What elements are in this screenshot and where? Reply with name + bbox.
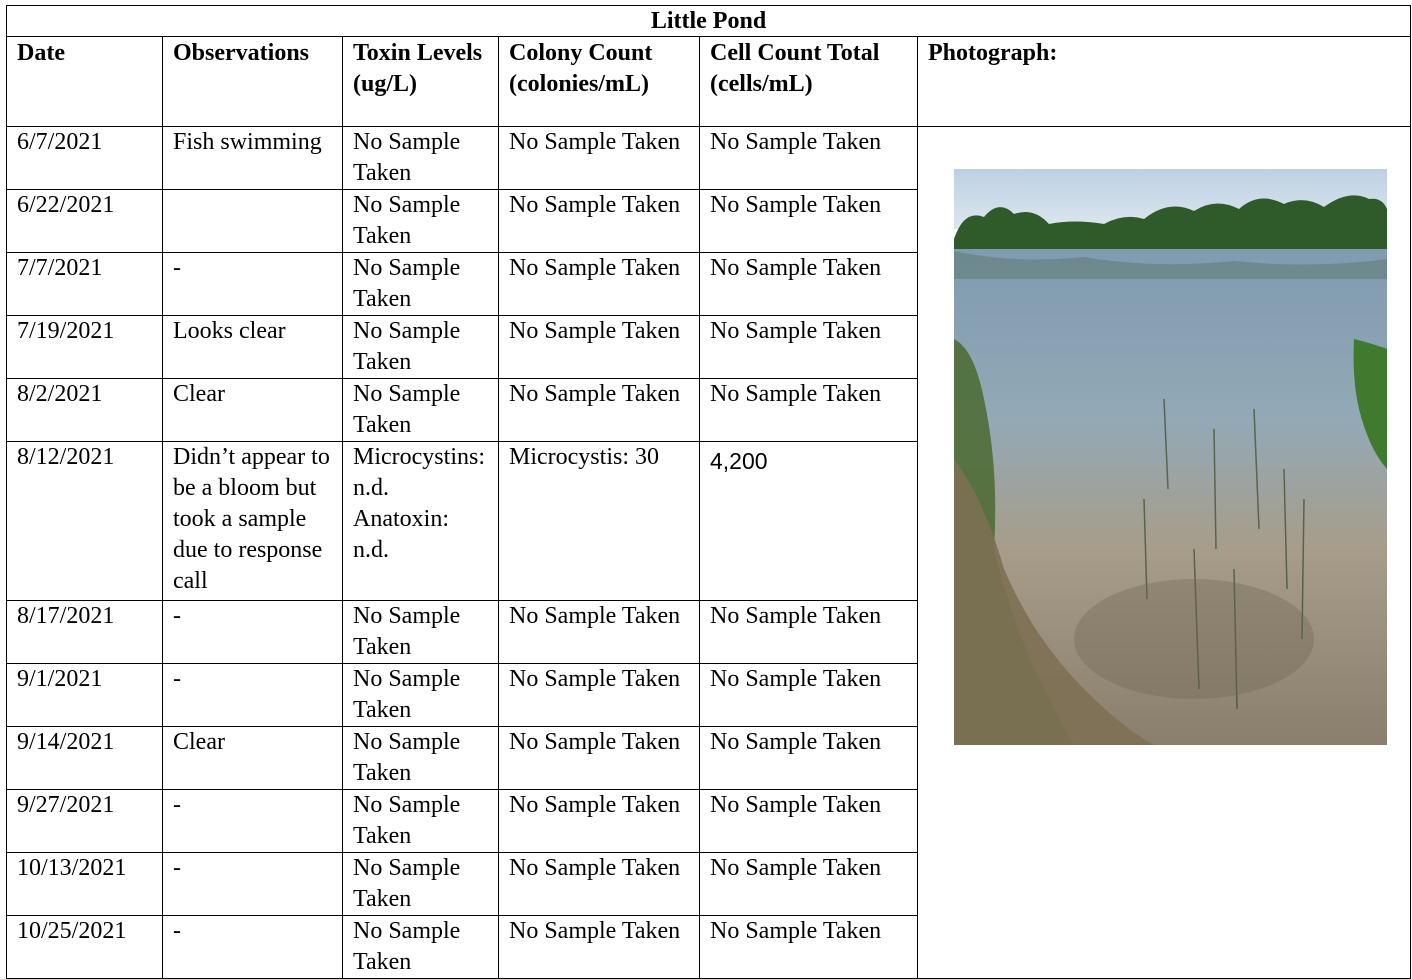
toxin-cell: No Sample Taken xyxy=(343,727,499,790)
cell-count-cell: No Sample Taken xyxy=(700,127,918,190)
header-row xyxy=(7,37,1411,127)
table-row xyxy=(7,127,1411,190)
pond-monitoring-table xyxy=(6,5,1411,979)
date-cell: 6/22/2021 xyxy=(7,190,163,253)
header-cell-count: Cell Count Total (cells/mL) xyxy=(700,37,918,127)
cell-count-cell: No Sample Taken xyxy=(700,664,918,727)
colony-cell: No Sample Taken xyxy=(499,664,700,727)
date-cell: 10/25/2021 xyxy=(7,916,163,979)
observations-cell: - xyxy=(163,916,343,979)
header-toxin-levels: Toxin Levels (ug/L) xyxy=(343,37,499,127)
cell-count-cell: No Sample Taken xyxy=(700,853,918,916)
observations-cell: Clear xyxy=(163,379,343,442)
toxin-cell: No Sample Taken xyxy=(343,190,499,253)
observations-cell: - xyxy=(163,601,343,664)
toxin-cell: No Sample Taken xyxy=(343,253,499,316)
cell-count-cell: No Sample Taken xyxy=(700,790,918,853)
title-row xyxy=(7,6,1411,37)
toxin-cell: Microcystins: n.d. Anatoxin: n.d. xyxy=(343,442,499,601)
colony-cell: No Sample Taken xyxy=(499,190,700,253)
colony-cell: No Sample Taken xyxy=(499,853,700,916)
toxin-cell: No Sample Taken xyxy=(343,916,499,979)
date-cell: 9/27/2021 xyxy=(7,790,163,853)
observations-cell: - xyxy=(163,790,343,853)
date-cell: 7/7/2021 xyxy=(7,253,163,316)
cell-count-cell: No Sample Taken xyxy=(700,727,918,790)
toxin-cell: No Sample Taken xyxy=(343,379,499,442)
header-observations: Observations xyxy=(163,37,343,127)
colony-cell: No Sample Taken xyxy=(499,316,700,379)
pond-photograph xyxy=(954,169,1387,745)
cell-count-cell: No Sample Taken xyxy=(700,601,918,664)
date-cell: 9/14/2021 xyxy=(7,727,163,790)
table-title: Little Pond xyxy=(7,6,1411,37)
cell-count-cell: No Sample Taken xyxy=(700,316,918,379)
photo-cell xyxy=(918,127,1411,979)
colony-cell: No Sample Taken xyxy=(499,916,700,979)
toxin-cell: No Sample Taken xyxy=(343,316,499,379)
cell-count-cell: 4,200 xyxy=(700,442,918,601)
toxin-cell: No Sample Taken xyxy=(343,127,499,190)
toxin-cell: No Sample Taken xyxy=(343,664,499,727)
date-cell: 6/7/2021 xyxy=(7,127,163,190)
date-cell: 9/1/2021 xyxy=(7,664,163,727)
date-cell: 7/19/2021 xyxy=(7,316,163,379)
colony-cell: No Sample Taken xyxy=(499,790,700,853)
observations-cell: Didn’t appear to be a bloom but took a sample due to response call xyxy=(163,442,343,601)
date-cell: 8/17/2021 xyxy=(7,601,163,664)
cell-count-cell: No Sample Taken xyxy=(700,379,918,442)
observations-cell: - xyxy=(163,664,343,727)
date-cell: 8/12/2021 xyxy=(7,442,163,601)
header-photograph: Photograph: xyxy=(918,37,1411,127)
cell-count-cell: No Sample Taken xyxy=(700,190,918,253)
header-date: Date xyxy=(7,37,163,127)
toxin-cell: No Sample Taken xyxy=(343,601,499,664)
colony-cell: Microcystis: 30 xyxy=(499,442,700,601)
observations-cell: Looks clear xyxy=(163,316,343,379)
observations-cell: Clear xyxy=(163,727,343,790)
colony-cell: No Sample Taken xyxy=(499,379,700,442)
observations-cell: Fish swimming xyxy=(163,127,343,190)
header-colony-count: Colony Count (colonies/mL) xyxy=(499,37,700,127)
colony-cell: No Sample Taken xyxy=(499,253,700,316)
colony-cell: No Sample Taken xyxy=(499,601,700,664)
date-cell: 8/2/2021 xyxy=(7,379,163,442)
date-cell: 10/13/2021 xyxy=(7,853,163,916)
cell-count-cell: No Sample Taken xyxy=(700,253,918,316)
toxin-cell: No Sample Taken xyxy=(343,790,499,853)
colony-cell: No Sample Taken xyxy=(499,127,700,190)
observations-cell: - xyxy=(163,853,343,916)
toxin-cell: No Sample Taken xyxy=(343,853,499,916)
document-page xyxy=(6,5,1410,979)
observations-cell xyxy=(163,190,343,253)
cell-count-cell: No Sample Taken xyxy=(700,916,918,979)
observations-cell: - xyxy=(163,253,343,316)
colony-cell: No Sample Taken xyxy=(499,727,700,790)
